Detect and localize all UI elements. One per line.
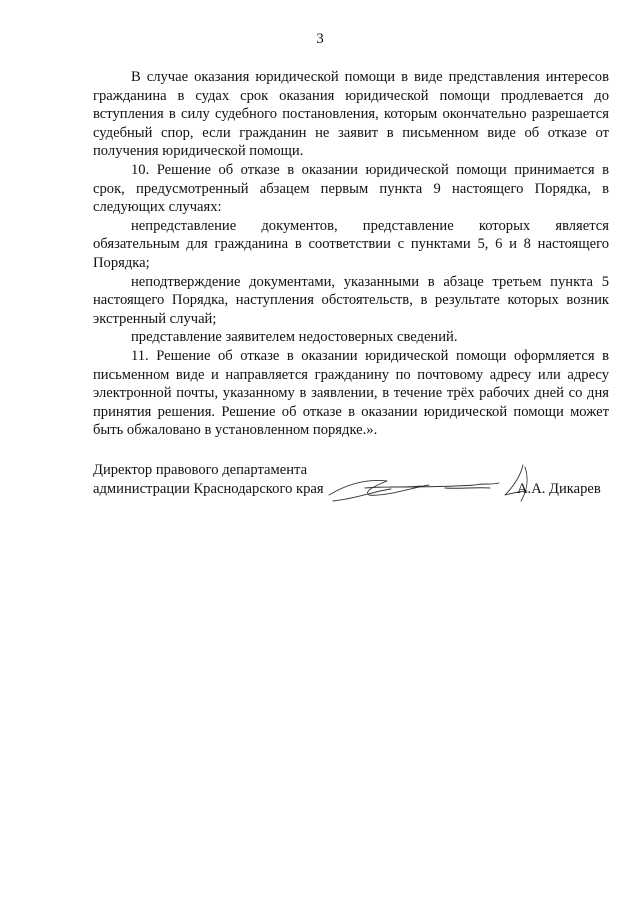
handwritten-signature [325, 461, 545, 521]
signatory-position-line-2: администрации Краснодарского края [93, 481, 324, 497]
paragraph-case-not-confirmed: неподтверждение документами, указанными в абзаце третьем пункта 5 настоящего Порядка, наступления обстоятельств, в результате которых возник экстренный случай; [93, 273, 609, 327]
paragraph-item-11: 11. Решение об отказе в оказании юридической помощи оформляется в письменном виде и направляется гражданину по почтовому адресу или адресу электронной почты, указанному в заявлении, в течение трёх рабочих дней со дня принятия решения. Решение об отказе в оказании юридической помощи может быть обжаловано в установленном порядке.». [93, 347, 609, 439]
signature-block [93, 461, 613, 521]
paragraph-case-documents-missing: непредставление документов, представление которых является обязательным для гражданина в соответствии с пунктами 5, 6 и 8 настоящего Порядка; [93, 217, 609, 271]
signatory-position-line-1: Директор правового департамента [93, 462, 308, 478]
document-body [93, 68, 609, 440]
paragraph-court-representation: В случае оказания юридической помощи в виде представления интересов гражданина в судах срок оказания юридической помощи продлевается до вступления в силу судебного постановления, которым окончательно разрешается судебный спор, если гражданин не заявит в письменном виде об отказе от получения юридической помощи. [93, 69, 609, 160]
signatory-name: А.А. Дикарев [517, 481, 601, 497]
paragraph-case-false-info: представление заявителем недостоверных сведений. [131, 329, 458, 346]
page-number: 3 [316, 31, 324, 47]
paragraph-item-10: 10. Решение об отказе в оказании юридической помощи принимается в срок, предусмотренный абзацем первым пункта 9 настоящего Порядка, в следующих случаях: [93, 161, 609, 216]
signatory-position [93, 461, 324, 499]
